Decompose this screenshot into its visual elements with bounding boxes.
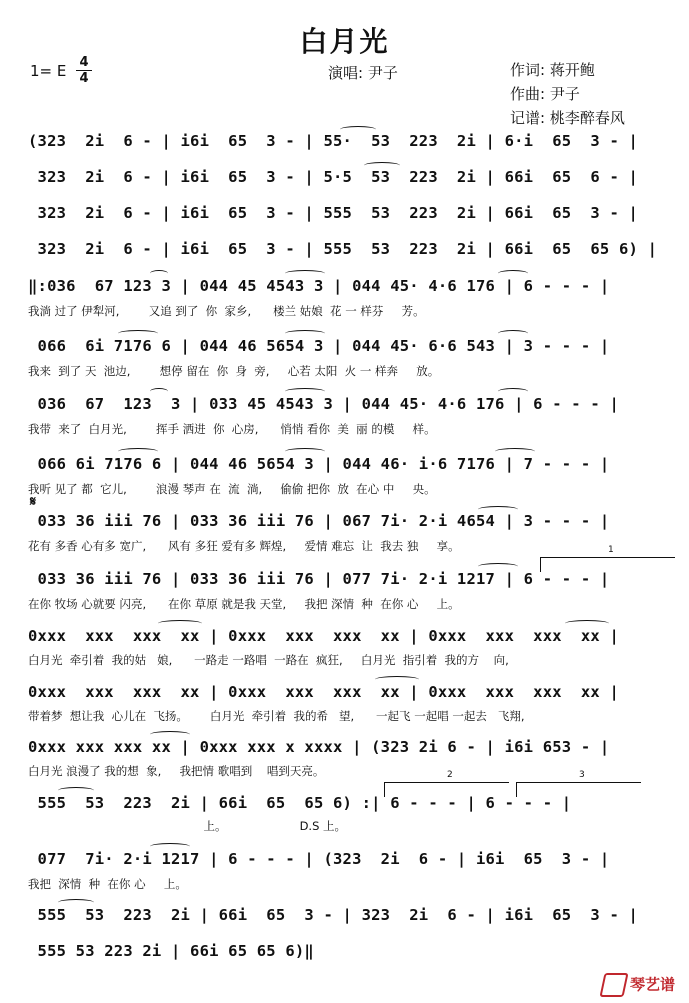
lyric-line: 我带 来了 白月光, 挥手 洒进 你 心房, 悄悄 看你 美 丽 的模 样。 (28, 422, 436, 436)
score-row: 066 6i 7176 6 | 044 46 5654 3 | 044 46· i·6 7176 | 7 - - - | (28, 455, 610, 473)
page-title: 白月光 (299, 25, 390, 58)
slur-arc (150, 731, 190, 738)
slur-arc (150, 270, 168, 277)
score-row: 0xxx xxx xxx xx | 0xxx xxx x xxxx | (323 2i 6 - | i6i 653 - | (28, 738, 610, 756)
volta-number: 2 (447, 770, 453, 780)
slur-arc (495, 448, 535, 455)
lyric-line: 我淌 过了 伊犁河, 又追 到了 你 家乡, 楼兰 姑娘 花 一 样芬 芳。 (28, 304, 425, 318)
slur-arc (118, 448, 158, 455)
slur-arc (498, 270, 528, 277)
volta-number: 3 (579, 770, 585, 780)
lyric-line: 我来 到了 天 池边, 想停 留在 你 身 旁, 心若 太阳 火 一 样奔 放。 (28, 364, 440, 378)
segno-sign: 𝄋 (30, 494, 37, 510)
score-row: 555 53 223 2i | 66i 65 3 - | 323 2i 6 - | i6i 65 3 - | (28, 906, 639, 924)
lyric-line: 白月光 浪漫了 我的想 象, 我把情 歌唱到 唱到天亮。 (28, 764, 325, 778)
slur-arc (285, 330, 325, 337)
score-row: 555 53 223 2i | 66i 65 65 6) :| 6 - - - | 6 - - - | (28, 794, 572, 812)
score-row: 323 2i 6 - | i6i 65 3 - | 555 53 223 2i | 66i 65 65 6) | (28, 240, 658, 258)
watermark (602, 973, 675, 997)
slur-arc (478, 506, 518, 513)
lyric-line: 我把 深情 种 在你 心 上。 (28, 877, 187, 891)
lyric-line: 白月光 牵引着 我的姑 娘, 一路走 一路唱 一路在 疯狂, 白月光 指引着 我的方 向, (28, 653, 509, 667)
score-row: 323 2i 6 - | i6i 65 3 - | 555 53 223 2i | 66i 65 3 - | (28, 204, 639, 222)
time-signature (76, 56, 92, 85)
lyric-line: 在你 牧场 心就要 闪亮, 在你 草原 就是我 天堂, 我把 深情 种 在你 心 上。 (28, 597, 460, 611)
lyric-line: 带着梦 想让我 心儿在 飞扬。 白月光 牵引着 我的希 望, 一起飞 一起唱 一起去 飞翔, (28, 709, 525, 723)
key-signature: 1= E (30, 62, 67, 80)
score-row: 036 67 123 3 | 033 45 4543 3 | 044 45· 4·6 176 | 6 - - - | (28, 395, 619, 413)
slur-arc (498, 388, 528, 395)
score-row: 077 7i· 2·i 1217 | 6 - - - | (323 2i 6 - | i6i 65 3 - | (28, 850, 610, 868)
lyricist-credit: 作词: 蒋开鲍 (510, 61, 595, 79)
composer-credit: 作曲: 尹子 (510, 85, 580, 103)
meter-top: 4 (79, 55, 89, 70)
slur-arc (285, 270, 325, 277)
slur-arc (118, 330, 158, 337)
volta-number: 1 (608, 545, 614, 555)
slur-arc (150, 388, 168, 395)
transcriber-credit: 记谱: 桃李醉春风 (510, 109, 625, 127)
score-row: 033 36 iii 76 | 033 36 iii 76 | 077 7i· 2·i 1217 | 6 - - - | (28, 570, 610, 588)
score-row: (323 2i 6 - | i6i 65 3 - | 55· 53 223 2i | 6·i 65 3 - | (28, 132, 639, 150)
watermark-text: 琴艺谱 (629, 975, 675, 994)
slur-arc (158, 620, 202, 627)
slur-arc (498, 330, 528, 337)
score-row: 0xxx xxx xxx xx | 0xxx xxx xxx xx | 0xxx xxx xxx xx | (28, 627, 619, 645)
slur-arc (340, 126, 376, 133)
meter-bottom: 4 (79, 71, 89, 86)
slur-arc (364, 162, 400, 169)
slur-arc (565, 620, 609, 627)
slur-arc (285, 388, 325, 395)
score-row: 033 36 iii 76 | 033 36 iii 76 | 067 7i· 2·i 4654 | 3 - - - | (28, 512, 610, 530)
score-row: 323 2i 6 - | i6i 65 3 - | 5·5 53 223 2i | 66i 65 6 - | (28, 168, 639, 186)
score-row: 0xxx xxx xxx xx | 0xxx xxx xxx xx | 0xxx xxx xxx xx | (28, 683, 619, 701)
lyric-line: 上。 D.S 上。 (28, 819, 347, 833)
slur-arc (58, 899, 94, 906)
slur-arc (478, 563, 518, 570)
score-row: 066 6i 7176 6 | 044 46 5654 3 | 044 45· 6·6 543 | 3 - - - | (28, 337, 610, 355)
lyric-line: 花有 多香 心有多 宽广, 风有 多狂 爱有多 辉煌, 爱情 难忘 让 我去 独 享。 (28, 539, 460, 553)
singer-credit: 演唱: 尹子 (328, 64, 398, 82)
slur-arc (375, 676, 419, 683)
score-row: ‖:036 67 123 3 | 044 45 4543 3 | 044 45· 4·6 176 | 6 - - - | (28, 277, 610, 295)
score-row: 555 53 223 2i | 66i 65 65 6)‖ (28, 942, 314, 960)
slur-arc (58, 787, 94, 794)
slur-arc (150, 843, 190, 850)
slur-arc (285, 448, 325, 455)
logo-icon (599, 973, 628, 997)
lyric-line: 我听 见了 都 它儿, 浪漫 琴声 在 流 淌, 偷偷 把你 放 在心 中 央。 (28, 482, 436, 496)
